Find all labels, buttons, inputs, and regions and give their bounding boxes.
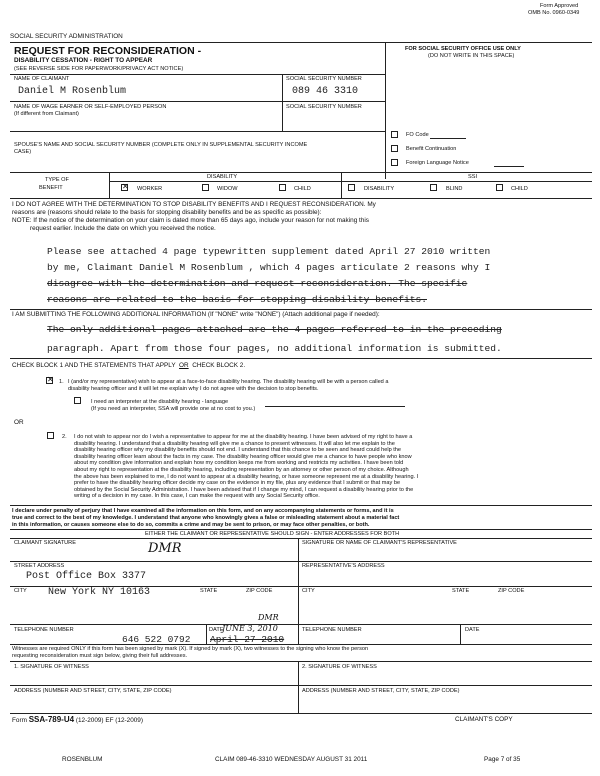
wage-earner-note: (If different from Claimant) bbox=[14, 111, 79, 117]
state-label: STATE bbox=[200, 588, 218, 594]
ssn-value[interactable]: 089 46 3310 bbox=[292, 86, 359, 97]
block1-text-line1: I (and/or my representative) wish to appear at a face-to-face disability hearing. The disability hearing will be with a person called a bbox=[68, 379, 389, 385]
claimant-signature-label: CLAIMANT SIGNATURE bbox=[14, 540, 76, 546]
claimant-signature[interactable]: DMR bbox=[148, 541, 182, 556]
block-instruction bbox=[12, 362, 245, 370]
disagree-statement: I DO NOT AGREE WITH THE DETERMINATION TO STOP DISABILITY BENEFITS AND I REQUEST RECONSIDERATION. My bbox=[12, 201, 376, 208]
additional-line1[interactable]: The only additional pages attached are the 4 pages referred to in the preceding bbox=[47, 324, 502, 335]
interpreter-note: (If you need an interpreter, SSA will provide one at no cost to you.) bbox=[91, 406, 256, 412]
disability-header: DISABILITY bbox=[207, 174, 238, 180]
spouse-label: SPOUSE'S NAME AND SOCIAL SECURITY NUMBER (COMPLETE ONLY IN SUPPLEMENTAL SECURITY INCOME CASE) bbox=[14, 142, 308, 155]
perjury-line3: in this information, or causes someone else to do so, commits a crime and may be sent to prison, or may face other penalties, or both. bbox=[12, 522, 370, 528]
city-label: CITY bbox=[14, 588, 27, 594]
claimant-name-value[interactable]: Daniel M Rosenblum bbox=[18, 86, 127, 97]
interpreter-checkbox[interactable] bbox=[74, 397, 81, 404]
foreign-language-checkbox[interactable] bbox=[391, 159, 398, 166]
block2-number: 2. bbox=[62, 434, 67, 440]
reason-line4[interactable]: reasons are related to the basis for stopping disability benefits. bbox=[47, 294, 427, 305]
block2-checkbox[interactable] bbox=[47, 432, 54, 439]
rep-phone-label: TELEPHONE NUMBER bbox=[302, 627, 362, 633]
rep-signature-label: SIGNATURE OR NAME OF CLAIMANT'S REPRESENTATIVE bbox=[302, 540, 457, 546]
date-initials: DMR bbox=[258, 613, 279, 622]
footer-name: ROSENBLUM bbox=[62, 756, 103, 763]
phone-label: TELEPHONE NUMBER bbox=[14, 627, 74, 633]
witness1-signature-label: 1. SIGNATURE OF WITNESS bbox=[14, 664, 89, 670]
block2-line: about my condition give information and explain how my condition keeps me from working and restricts my activities. I have been told bbox=[74, 460, 404, 467]
benefit-continuation-checkbox[interactable] bbox=[391, 145, 398, 152]
worker-checkbox[interactable] bbox=[121, 184, 128, 191]
benefit-continuation-label: Benefit Continuation bbox=[406, 146, 457, 152]
note-line1: NOTE: If the notice of the determination on your claim is dated more than 65 days ago, include your reason for not making this bbox=[12, 217, 370, 224]
witness2-address-label: ADDRESS (NUMBER AND STREET, CITY, STATE, ZIP CODE) bbox=[302, 688, 460, 694]
rep-city-label: CITY bbox=[302, 588, 315, 594]
office-use-note: (DO NOT WRITE IN THIS SPACE) bbox=[428, 53, 515, 59]
block2-line: I do not wish to appear nor do I wish a representative to appear for me at the disability hearing. I have been advised of my right to have a bbox=[74, 434, 413, 440]
zip-label: ZIP CODE bbox=[246, 588, 273, 594]
interpreter-label: I need an interpreter at the disability hearing - language bbox=[91, 399, 229, 405]
omb-number: OMB No. 0960-0349 bbox=[528, 10, 580, 16]
wage-earner-label: NAME OF WAGE EARNER OR SELF-EMPLOYED PERSON bbox=[14, 104, 167, 110]
date-label: DATE bbox=[209, 627, 224, 633]
street-address-value[interactable]: Post Office Box 3377 bbox=[26, 571, 147, 582]
city-value[interactable]: New York NY 10163 bbox=[48, 587, 151, 598]
ssi-header: SSI bbox=[468, 174, 478, 180]
form-dates: (12-2009) EF (12-2009) bbox=[75, 717, 143, 724]
form-number: SSA-789-U4 bbox=[28, 715, 75, 724]
footer-claim-line: CLAIM 089-46-3310 WEDNESDAY AUGUST 31 2011 bbox=[215, 756, 368, 763]
benefit-label: BENEFIT bbox=[39, 185, 63, 191]
block-instruction-or: OR bbox=[179, 362, 189, 369]
footer-page: Page 7 of 35 bbox=[484, 756, 521, 763]
rep-state-label: STATE bbox=[452, 588, 470, 594]
rep-address-label: REPRESENTATIVE'S ADDRESS bbox=[302, 563, 385, 569]
additional-info-label: I AM SUBMITTING THE FOLLOWING ADDITIONAL INFORMATION (If "NONE" write "NONE") (Attach additional page if needed): bbox=[12, 311, 380, 318]
claimant-copy-label: CLAIMANT'S COPY bbox=[455, 716, 513, 723]
block2-line: the above has been explained to me, I do not want to appear at a disability hearing, or have someone represent me at a disability hearing. I bbox=[74, 473, 419, 480]
ssi-child-checkbox[interactable] bbox=[496, 184, 503, 191]
or-separator: OR bbox=[14, 419, 24, 426]
block1-text-line2: disability hearing officer and it will let me explain why I do not agree with the decision to stop benefits. bbox=[68, 386, 319, 392]
ssn-label: SOCIAL SECURITY NUMBER bbox=[286, 76, 362, 82]
claimant-name-label: NAME OF CLAIMANT bbox=[14, 76, 70, 82]
foreign-language-label: Foreign Language Notice bbox=[406, 160, 469, 166]
sign-banner: EITHER THE CLAIMANT OR REPRESENTATIVE SHOULD SIGN - ENTER ADDRESSES FOR BOTH bbox=[145, 531, 400, 537]
reasons-instruction: reasons are (reasons should relate to the basis for stopping disability benefits and be as specific as possible): bbox=[12, 209, 322, 216]
block2-text bbox=[74, 434, 590, 500]
ssi-disability-label: DISABILITY bbox=[364, 186, 395, 192]
block2-line: disability hearing. I understand that a disability hearing will give me a chance to present witnesses. It will also let me explain to the bbox=[74, 440, 395, 447]
blind-label: BLIND bbox=[446, 186, 463, 192]
witness2-signature-label: 2. SIGNATURE OF WITNESS bbox=[302, 664, 377, 670]
block1-checkbox[interactable] bbox=[46, 377, 53, 384]
reason-line2[interactable]: by me, Claimant Daniel M Rosenblum , which 4 pages articulate 2 reasons why I bbox=[47, 262, 491, 273]
form-approved-label: Form Approved bbox=[540, 3, 579, 9]
form-id bbox=[12, 716, 143, 725]
ssi-child-label: CHILD bbox=[511, 186, 528, 192]
street-address-label: STREET ADDRESS bbox=[14, 563, 65, 569]
rep-date-label: DATE bbox=[465, 627, 480, 633]
see-reverse-note: (SEE REVERSE SIDE FOR PAPERWORK/PRIVACY ACT NOTICE) bbox=[14, 66, 184, 72]
widow-checkbox[interactable] bbox=[202, 184, 209, 191]
form-title: REQUEST FOR RECONSIDERATION - bbox=[14, 45, 202, 57]
date-typed[interactable]: April 27 2010 bbox=[210, 634, 285, 645]
date-handwritten[interactable]: JUNE 3, 2010 bbox=[222, 624, 278, 633]
ssi-disability-checkbox[interactable] bbox=[348, 184, 355, 191]
widow-label: WIDOW bbox=[217, 186, 238, 192]
fo-code-checkbox[interactable] bbox=[391, 131, 398, 138]
worker-label: WORKER bbox=[137, 186, 163, 192]
witness-note-line2: requesting reconsideration must sign below, giving their full addresses. bbox=[12, 653, 188, 659]
office-use-label: FOR SOCIAL SECURITY OFFICE USE ONLY bbox=[405, 46, 521, 52]
block-instruction-b: CHECK BLOCK 2. bbox=[192, 362, 246, 369]
note-line2: request earlier. Include the date on which you received the notice. bbox=[30, 225, 216, 232]
block2-line: writing of a decision in my case. In this case, I can make the request with any Social Security office. bbox=[74, 493, 320, 500]
form-subtitle: DISABILITY CESSATION - RIGHT TO APPEAR bbox=[14, 57, 153, 64]
reason-line3[interactable]: disagree with the determination and request reconsideration. The specific bbox=[47, 278, 468, 289]
block-instruction-a: CHECK BLOCK 1 AND THE STATEMENTS THAT APPLY bbox=[12, 362, 176, 369]
child-disability-label: CHILD bbox=[294, 186, 311, 192]
block2-line: prefer to have the disability hearing officer decide my case on the evidence in my file, plus any evidence that I submit or that may be bbox=[74, 480, 401, 487]
type-of-label: TYPE OF bbox=[45, 177, 69, 183]
witness-note-line1: Witnesses are required ONLY if this form has been signed by mark (X). If signed by mark (X), two witnesses to the signing who know the person bbox=[12, 646, 369, 652]
witness1-address-label: ADDRESS (NUMBER AND STREET, CITY, STATE, ZIP CODE) bbox=[14, 688, 172, 694]
additional-line2[interactable]: paragraph. Apart from those four pages, no additional information is submitted. bbox=[47, 343, 502, 354]
block2-line: obtained by the Social Security Administration. I have been advised that if I change my mind, I can request a disability hearing prior to the bbox=[74, 486, 414, 493]
reason-line1[interactable]: Please see attached 4 page typewritten supplement dated April 27 2010 written bbox=[47, 246, 491, 257]
ssn2-label: SOCIAL SECURITY NUMBER bbox=[286, 104, 362, 110]
block2-line: disability hearing officer why my disability benefits should not end. I understand that this chance to be seen and heard could help the bbox=[74, 447, 402, 454]
form-prefix: Form bbox=[12, 717, 27, 724]
perjury-line2: true and correct to the best of my knowledge. I understand that anyone who knowingly gives a false or misleading statement about a material fact bbox=[12, 515, 400, 521]
child-disability-checkbox[interactable] bbox=[279, 184, 286, 191]
block2-line: disability hearing officer learn about the facts in my case. The disability hearing officer would give me a chance to have people who know bbox=[74, 453, 412, 460]
phone-value[interactable]: 646 522 0792 bbox=[122, 634, 191, 645]
block1-number: 1. bbox=[59, 379, 64, 385]
perjury-line1: I declare under penalty of perjury that I have examined all the information on this form, and on any accompanying statements or forms, and it is bbox=[12, 508, 394, 514]
agency-name: SOCIAL SECURITY ADMINISTRATION bbox=[10, 33, 123, 40]
fo-code-label: FO Code bbox=[406, 132, 429, 138]
block2-line: about my right to representation at the disability hearing, including representation by an attorney or other person of my choice. Although bbox=[74, 466, 409, 473]
blind-checkbox[interactable] bbox=[430, 184, 437, 191]
rep-zip-label: ZIP CODE bbox=[498, 588, 525, 594]
